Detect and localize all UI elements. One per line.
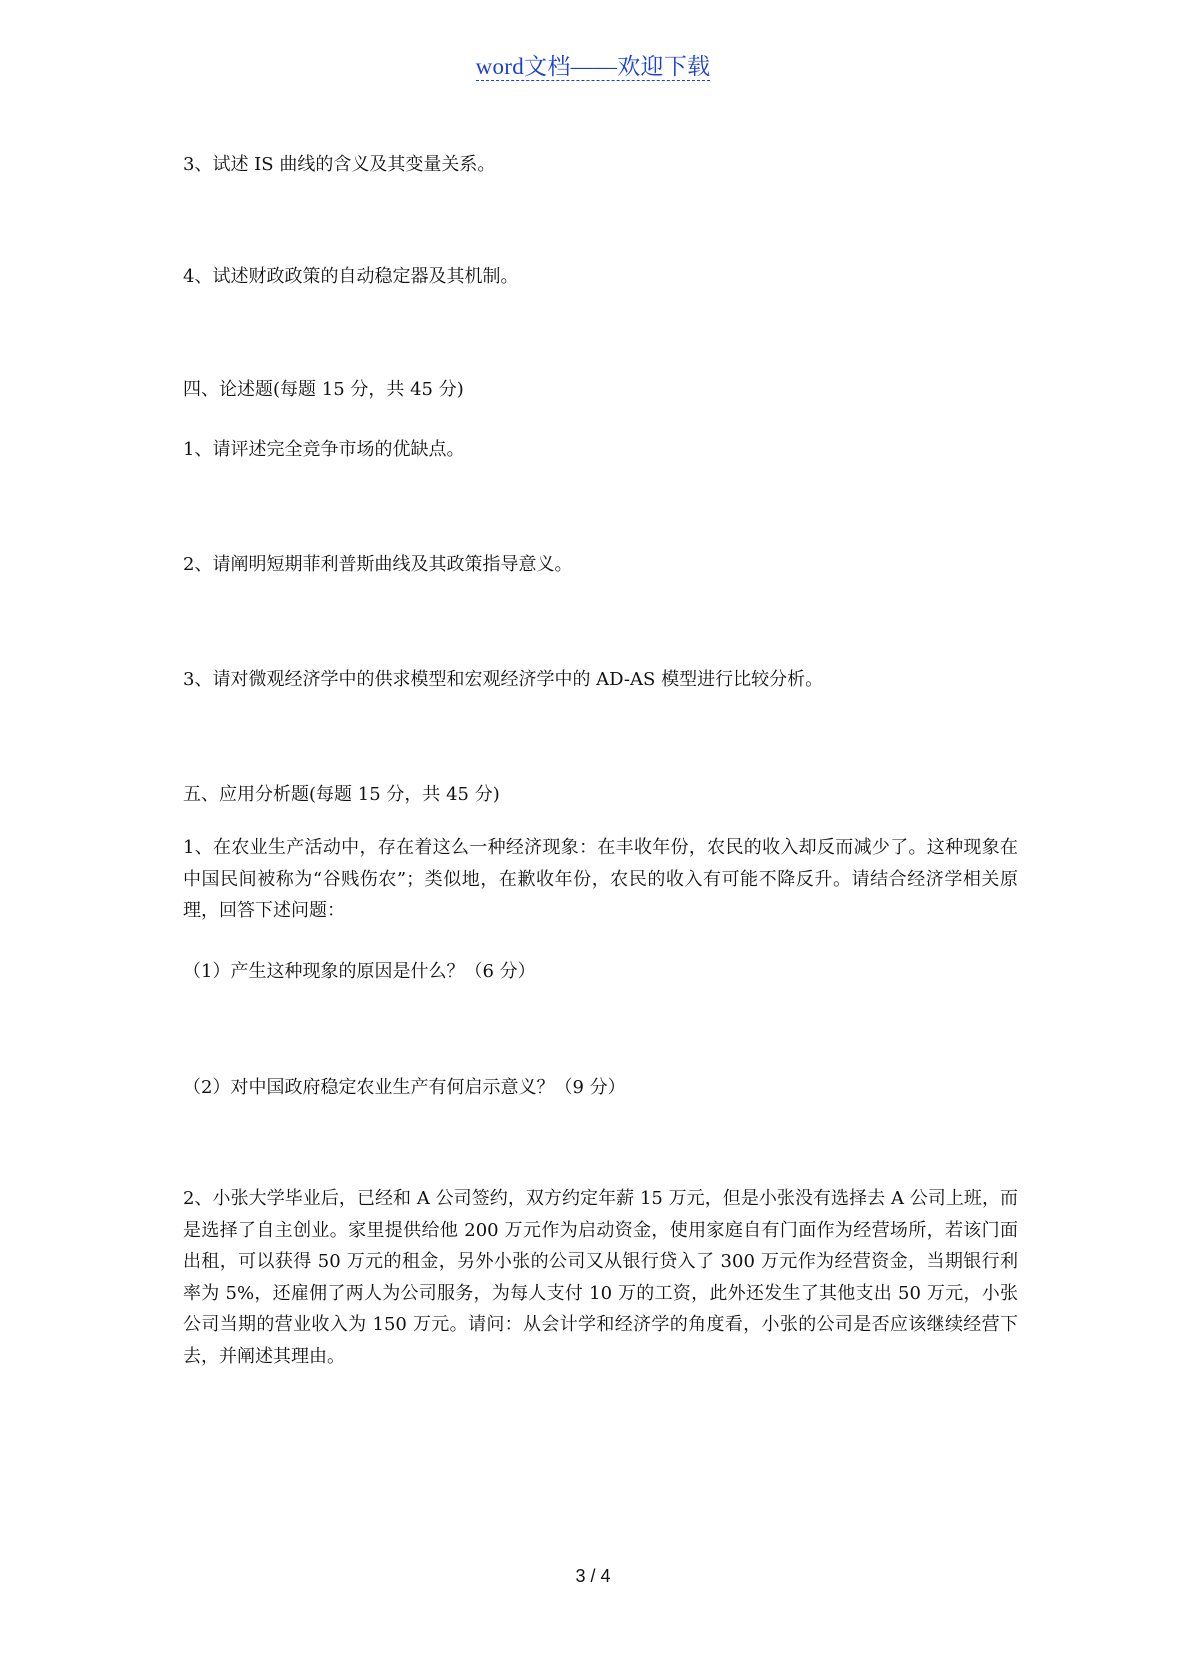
section-4-question-2: 2、请阐明短期菲利普斯曲线及其政策指导意义。 <box>183 554 573 575</box>
question-3-is-curve: 3、试述 IS 曲线的含义及其变量关系。 <box>183 154 496 175</box>
section-5-question-1-sub-2: （2）对中国政府稳定农业生产有何启示意义？（9 分） <box>183 1077 626 1098</box>
section-5-title: 五、应用分析题(每题 15 分，共 45 分) <box>183 784 500 805</box>
question-4-automatic-stabilizer: 4、试述财政政策的自动稳定器及其机制。 <box>183 266 519 287</box>
section-4-title: 四、论述题(每题 15 分，共 45 分) <box>183 379 464 400</box>
section-5-question-1-sub-1: （1）产生这种现象的原因是什么？（6 分） <box>183 961 536 982</box>
page-header <box>0 48 1186 81</box>
page-number: 3 / 4 <box>575 1566 611 1586</box>
section-5-question-2: 2、小张大学毕业后，已经和 A 公司签约，双方约定年薪 15 万元，但是小张没有选择去 A 公司上班，而是选择了自主创业。家里提供给他 200 万元作为启动资金，使用家庭自有门面作为经营场所，若该门面出租，可以获得 50 万元的租金，另外小张的公司又从银行贷入了 300 万元作为经营资金，当期银行利率为 5%，还雇佣了两人为公司服务，为每人支付 10 万的工资，此外还发生了其他支出 50 万元，小张公司当期的营业收入为 150 万元。请问：从会计学和经济学的角度看，小张的公司是否应该继续经营下去，并阐述其理由。 <box>183 1188 1018 1367</box>
section-5-question-1: 1、在农业生产活动中，存在着这么一种经济现象：在丰收年份，农民的收入却反而减少了。这种现象在中国民间被称为“谷贱伤农”；类似地，在歉收年份，农民的收入有可能不降反升。请结合经济学相关原理，回答下述问题： <box>183 837 1018 921</box>
header-download-link[interactable]: word文档——欢迎下载 <box>475 54 711 79</box>
section-4-question-3: 3、请对微观经济学中的供求模型和宏观经济学中的 AD-AS 模型进行比较分析。 <box>183 669 824 690</box>
section-4-question-1: 1、请评述完全竞争市场的优缺点。 <box>183 439 465 460</box>
